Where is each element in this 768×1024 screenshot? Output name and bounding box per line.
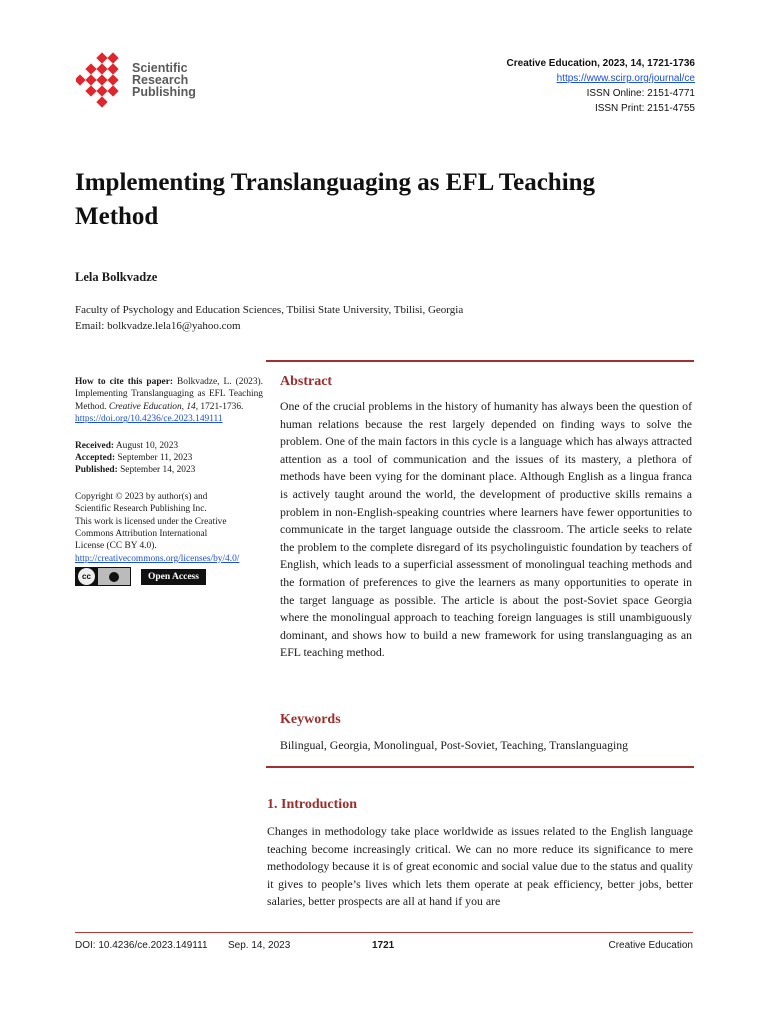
copyright-notice [75,491,263,586]
cite-text: Bolkvadze, L. (2023). Implementing Translanguaging as EFL Teaching Method. [75,377,264,412]
journal-citation: Creative Education, 2023, 14, 1721-1736 [506,58,695,69]
left-sidebar [75,376,263,586]
cite-label: How to cite this paper: [75,377,173,387]
footer-journal: Creative Education [608,940,693,951]
keywords-heading: Keywords [280,712,341,727]
author-email: Email: bolkvadze.lela16@yahoo.com [75,320,241,332]
received-label: Received: [75,440,115,451]
journal-url-link[interactable]: https://www.scirp.org/journal/ce [556,73,695,84]
published-date: September 14, 2023 [120,465,196,476]
accepted-label: Accepted: [75,453,116,464]
copyright-line: License (CC BY 4.0). [75,541,157,552]
keywords-bottom-rule [266,766,694,768]
open-access-badge: Open Access [141,569,206,585]
introduction-heading: 1. Introduction [267,797,357,812]
footer-page-number: 1721 [372,940,395,951]
cc-by-badge[interactable] [75,567,131,586]
license-link[interactable]: http://creativecommons.org/licenses/by/4.0/ [75,553,240,564]
keywords-text: Bilingual, Georgia, Monolingual, Post-Soviet, Teaching, Translanguaging [280,738,629,752]
how-to-cite [75,376,263,426]
scirp-diamonds-icon [76,52,136,112]
cite-pages: 1721-1736. [200,401,244,412]
doi-link[interactable]: https://doi.org/10.4236/ce.2023.149111 [75,414,223,425]
abstract-heading: Abstract [280,374,333,389]
publisher-name: Scientific Research Publishing [132,61,196,99]
issn-print: ISSN Print: 2151-4755 [594,103,695,114]
journal-info [507,56,695,116]
abstract-top-rule [266,360,694,362]
received-date: August 10, 2023 [115,440,179,451]
copyright-line: Copyright © 2023 by author(s) and [75,491,208,502]
footer-doi: DOI: 10.4236/ce.2023.149111 [75,940,208,951]
cite-journal: Creative Education, 14, [108,401,199,412]
author-name: Lela Bolkvadze [75,270,158,284]
introduction-text: Changes in methodology take place worldwide as issues related to the English language teaching become increasingly critical. We can no more reduce its significance to mere methodology because it is of great economic and social value due to the status and quality it gives to people’s lives which lets them operate at peak efficiency, better jobs, better salaries, better prospects are all at hand if you are [267,824,693,909]
accepted-date: September 11, 2023 [117,453,193,464]
issn-online: ISSN Online: 2151-4771 [586,88,695,99]
copyright-line: This work is licensed under the Creative [75,516,227,527]
copyright-line: Scientific Research Publishing Inc. [75,504,207,515]
license-badges [75,567,263,586]
cc-icon: cc [78,568,95,585]
abstract-text: One of the crucial problems in the history of humanity has always been the question of human relations because the rest largely depended on finding ways to solve the problem. One of the main factors in this cycle is a language which has always attracted attention as a tool of communication and the issues of its mastery, a plethora of methods have been vying for the dominant place. Although English as a lingua franca is actively taught around the world, the development of productive skills remains a problem in non-English-speaking countries where learners have fewer opportunities to communicate in the target language outside the classroom. The article seeks to relate the problem to the complete disregard of its psycholinguistic foundation by teachers of English, which leads to a superficial assessment of monolingual teaching methods and the formation of preferences to give the learners as many opportunities to operate in the target language as possible. The article is about the post-Soviet space Georgia where the monolingual approach to teaching foreign languages is still unambiguously dominant, and shows how to build a new framework for using translanguaging as an EFL teaching method. [280,399,692,660]
affiliation-text: Faculty of Psychology and Education Sciences, Tbilisi State University, Tbilisi, Georgia [75,304,464,316]
footer-date: Sep. 14, 2023 [228,940,291,951]
published-label: Published: [75,465,118,476]
paper-title: Implementing Translanguaging as EFL Teaching Method [75,169,596,230]
publication-dates [75,440,263,477]
footer-rule [75,932,693,933]
by-icon [98,568,130,585]
author-affiliation [75,302,463,334]
copyright-line: Commons Attribution International [75,529,208,540]
